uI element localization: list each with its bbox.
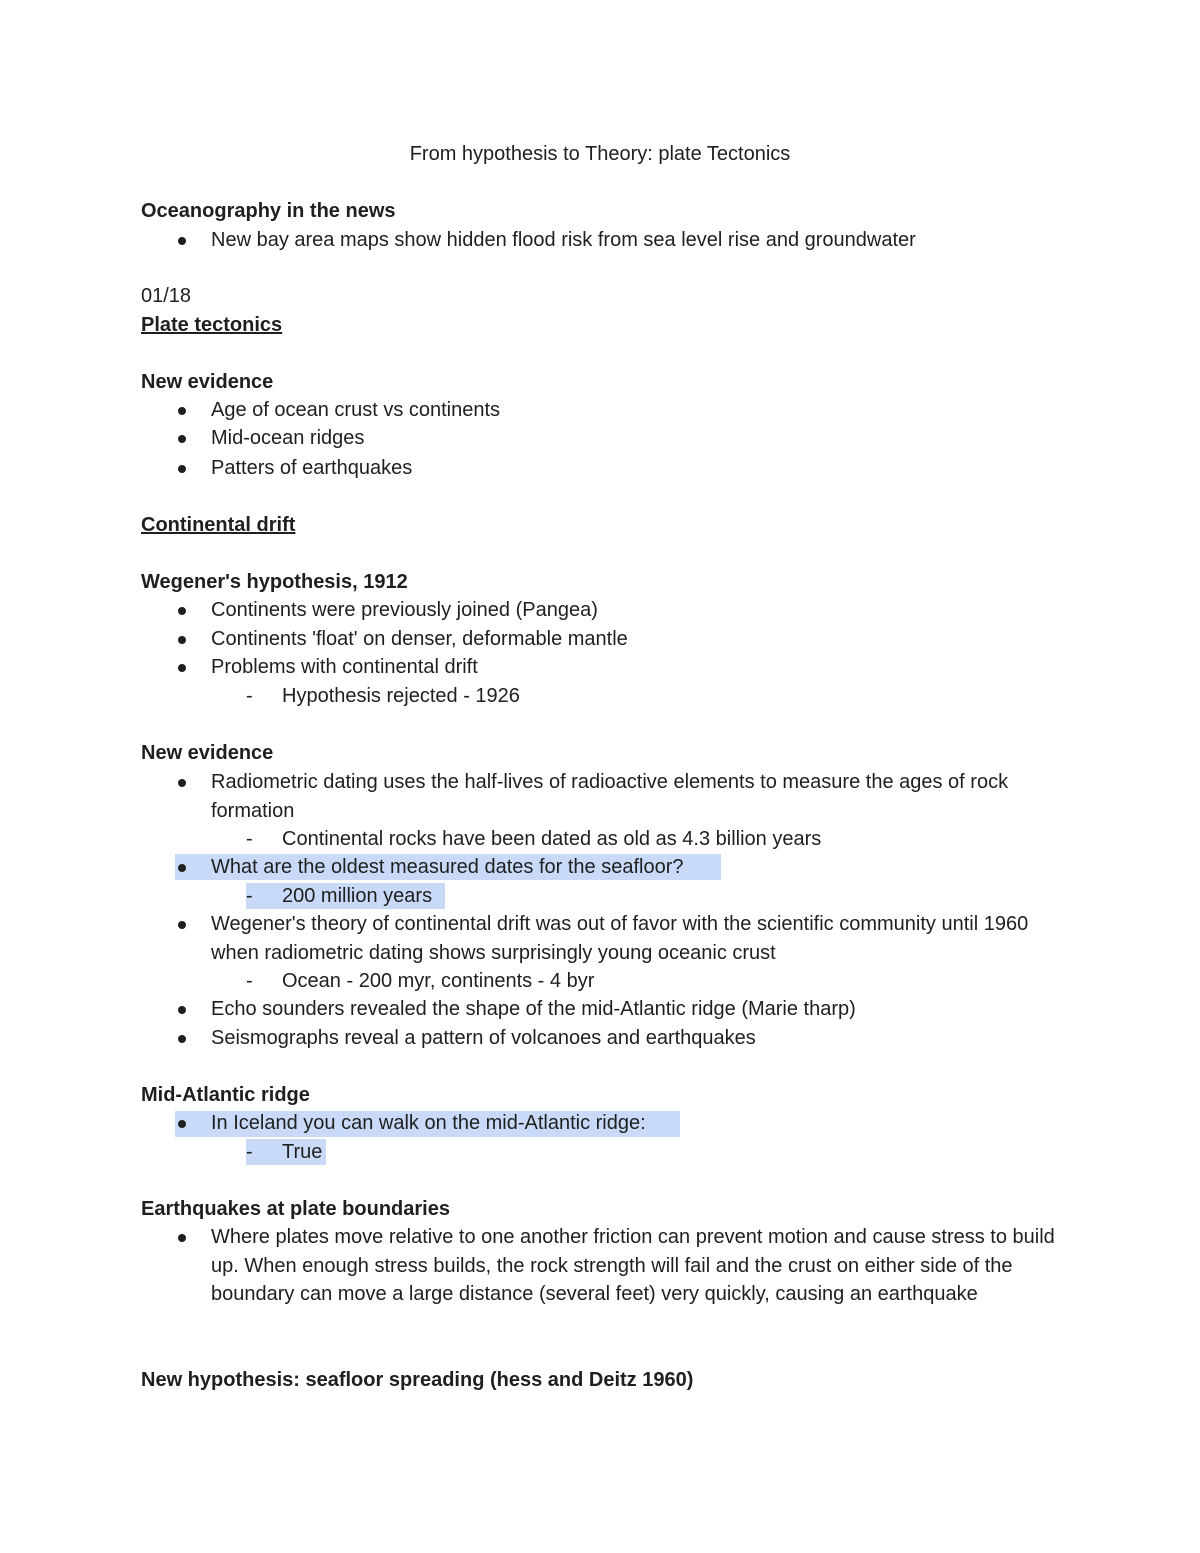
list-item: Seismographs reveal a pattern of volcanoes and earthquakes [211,1027,756,1049]
bullet-icon [178,779,186,787]
bullet-icon [178,407,186,415]
dash-marker: - [246,685,253,707]
sub-list-item-highlighted: True [282,1141,323,1163]
list-item-highlighted: In Iceland you can walk on the mid-Atlantic ridge: [211,1112,646,1134]
bullet-icon [178,435,186,443]
sub-list-item: Hypothesis rejected - 1926 [282,685,520,707]
heading-new-evidence: New evidence [141,371,274,393]
list-item: Patters of earthquakes [211,457,413,479]
bullet-icon [178,664,186,672]
dash-marker: - [246,1141,253,1163]
list-item: Radiometric dating uses the half-lives of radioactive elements to measure the ages of rock formation [211,771,1009,822]
heading-new-evidence: New evidence [141,742,274,764]
sub-list-item-highlighted: 200 million years [282,885,433,907]
list-item: Continents were previously joined (Pangea) [211,599,598,621]
note-date: 01/18 [141,285,192,307]
dash-marker: - [246,970,253,992]
bullet-icon [178,1234,186,1242]
heading-wegener-hypothesis: Wegener's hypothesis, 1912 [141,571,408,593]
bullet-icon [178,1006,186,1014]
bullet-icon [178,921,186,929]
sub-list-item: Continental rocks have been dated as old as 4.3 billion years [282,828,822,850]
list-item: Wegener's theory of continental drift was out of favor with the scientific community until 1960 when radiometric dating shows surprisingly young oceanic crust [211,913,1029,964]
dash-marker: - [246,885,253,907]
heading-continental-drift: Continental drift [141,514,296,536]
list-item: Where plates move relative to one another friction can prevent motion and cause stress to build up. When enough stress builds, the rock strength will fail and the crust on either side of the boundary can move a large distance (several feet) very quickly, causing an earthquake [211,1226,1055,1305]
bullet-icon [178,607,186,615]
bullet-icon [178,237,186,245]
sub-list-item: Ocean - 200 myr, continents - 4 byr [282,970,595,992]
heading-oceanography-news: Oceanography in the news [141,200,396,222]
list-item: Continents 'float' on denser, deformable mantle [211,628,628,650]
bullet-icon [178,465,186,473]
heading-seafloor-spreading: New hypothesis: seafloor spreading (hess and Deitz 1960) [141,1369,694,1391]
list-item: Mid-ocean ridges [211,427,365,449]
bullet-icon [178,1035,186,1043]
document-title: From hypothesis to Theory: plate Tectonics [409,143,791,165]
list-item: Echo sounders revealed the shape of the mid-Atlantic ridge (Marie tharp) [211,998,856,1020]
bullet-icon [178,864,186,872]
list-item-highlighted: What are the oldest measured dates for the seafloor? [211,856,684,878]
list-item: New bay area maps show hidden flood risk from sea level rise and groundwater [211,229,916,251]
bullet-icon [178,636,186,644]
list-item: Age of ocean crust vs continents [211,399,501,421]
heading-plate-tectonics: Plate tectonics [141,314,283,336]
dash-marker: - [246,828,253,850]
heading-mid-atlantic-ridge: Mid-Atlantic ridge [141,1084,310,1106]
bullet-icon [178,1120,186,1128]
list-item: Problems with continental drift [211,656,478,678]
heading-earthquakes-plate-boundaries: Earthquakes at plate boundaries [141,1198,450,1220]
